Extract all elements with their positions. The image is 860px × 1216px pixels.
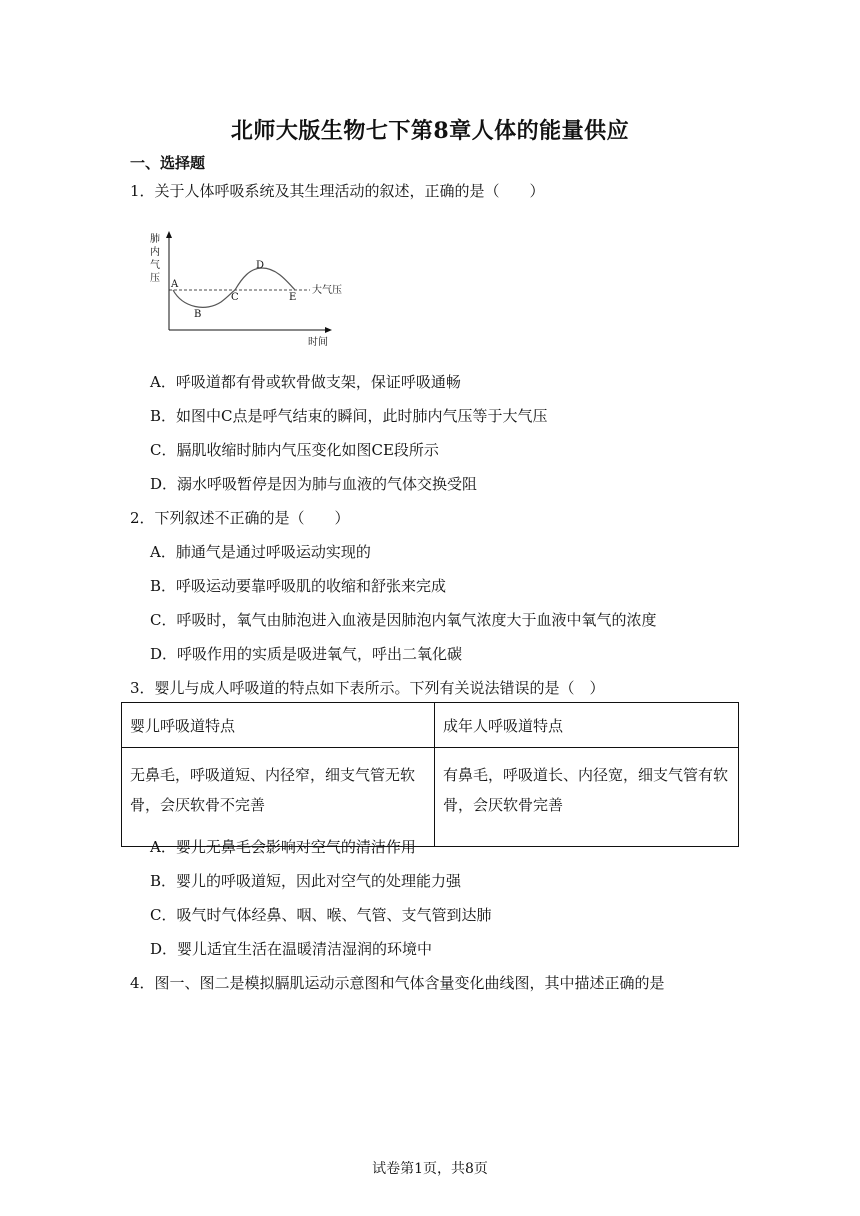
q3-option-d: D．婴儿适宜生活在温暖清洁湿润的环境中 [150, 940, 433, 958]
section-heading: 一、选择题 [130, 154, 206, 172]
q3-option-a: A．婴儿无鼻毛会影响对空气的清洁作用 [150, 838, 416, 856]
y-axis-arrow [166, 231, 172, 238]
q2-option-c: C．呼吸时，氧气由肺泡进入血液是因肺泡内氧气浓度大于血液中氧气的浓度 [150, 611, 657, 629]
ylabel-char: 压 [150, 273, 160, 284]
airway-comparison-table [121, 702, 739, 847]
q2-option-d: D．呼吸作用的实质是吸进氧气，呼出二氧化碳 [150, 645, 463, 663]
table-row [122, 748, 739, 847]
question-2-stem: 2．下列叙述不正确的是（ ） [130, 509, 350, 527]
ylabel-char: 内 [150, 247, 160, 258]
point-label-a: A [171, 279, 179, 290]
table-cell-infant: 无鼻毛，呼吸道短、内径窄，细支气管无软骨，会厌软骨不完善 [122, 748, 435, 847]
question-1-stem: 1．关于人体呼吸系统及其生理活动的叙述，正确的是（ ） [130, 182, 545, 200]
point-label-d: D [256, 260, 265, 271]
x-axis-label: 时间 [308, 337, 328, 348]
table-header-adult: 成年人呼吸道特点 [435, 703, 739, 748]
page-title: 北师大版生物七下第8章人体的能量供应 [230, 118, 630, 144]
q1-option-a: A．呼吸道都有骨或软骨做支架，保证呼吸通畅 [150, 373, 461, 391]
atmospheric-pressure-label: 大气压 [312, 285, 342, 296]
page-footer: 试卷第1页，共8页 [372, 1161, 488, 1177]
ylabel-char: 气 [150, 260, 160, 271]
table-header-infant: 婴儿呼吸道特点 [122, 703, 435, 748]
q2-option-b: B．呼吸运动要靠呼吸肌的收缩和舒张来完成 [150, 577, 447, 595]
table-cell-adult: 有鼻毛，呼吸道长、内径宽，细支气管有软骨，会厌软骨完善 [435, 748, 739, 847]
q1-option-b: B．如图中C点是呼气结束的瞬间，此时肺内气压等于大气压 [150, 407, 548, 425]
x-axis-arrow [325, 327, 332, 333]
q3-option-b: B．婴儿的呼吸道短，因此对空气的处理能力强 [150, 872, 462, 890]
q1-option-c: C．膈肌收缩时肺内气压变化如图CE段所示 [150, 441, 439, 459]
q3-option-c: C．吸气时气体经鼻、咽、喉、气管、支气管到达肺 [150, 906, 492, 924]
q1-option-d: D．溺水呼吸暂停是因为肺与血液的气体交换受阻 [150, 475, 478, 493]
lung-pressure-figure [140, 226, 360, 350]
question-3-stem: 3．婴儿与成人呼吸道的特点如下表所示。下列有关说法错误的是（ ） [130, 679, 605, 697]
point-label-b: B [194, 309, 202, 320]
table-header-row [122, 703, 739, 748]
point-label-e: E [289, 292, 297, 303]
point-label-c: C [231, 292, 239, 303]
question-4-stem: 4．图一、图二是模拟膈肌运动示意图和气体含量变化曲线图，其中描述正确的是 [130, 974, 665, 992]
q2-option-a: A．肺通气是通过呼吸运动实现的 [150, 543, 371, 561]
ylabel-char: 肺 [150, 234, 160, 245]
